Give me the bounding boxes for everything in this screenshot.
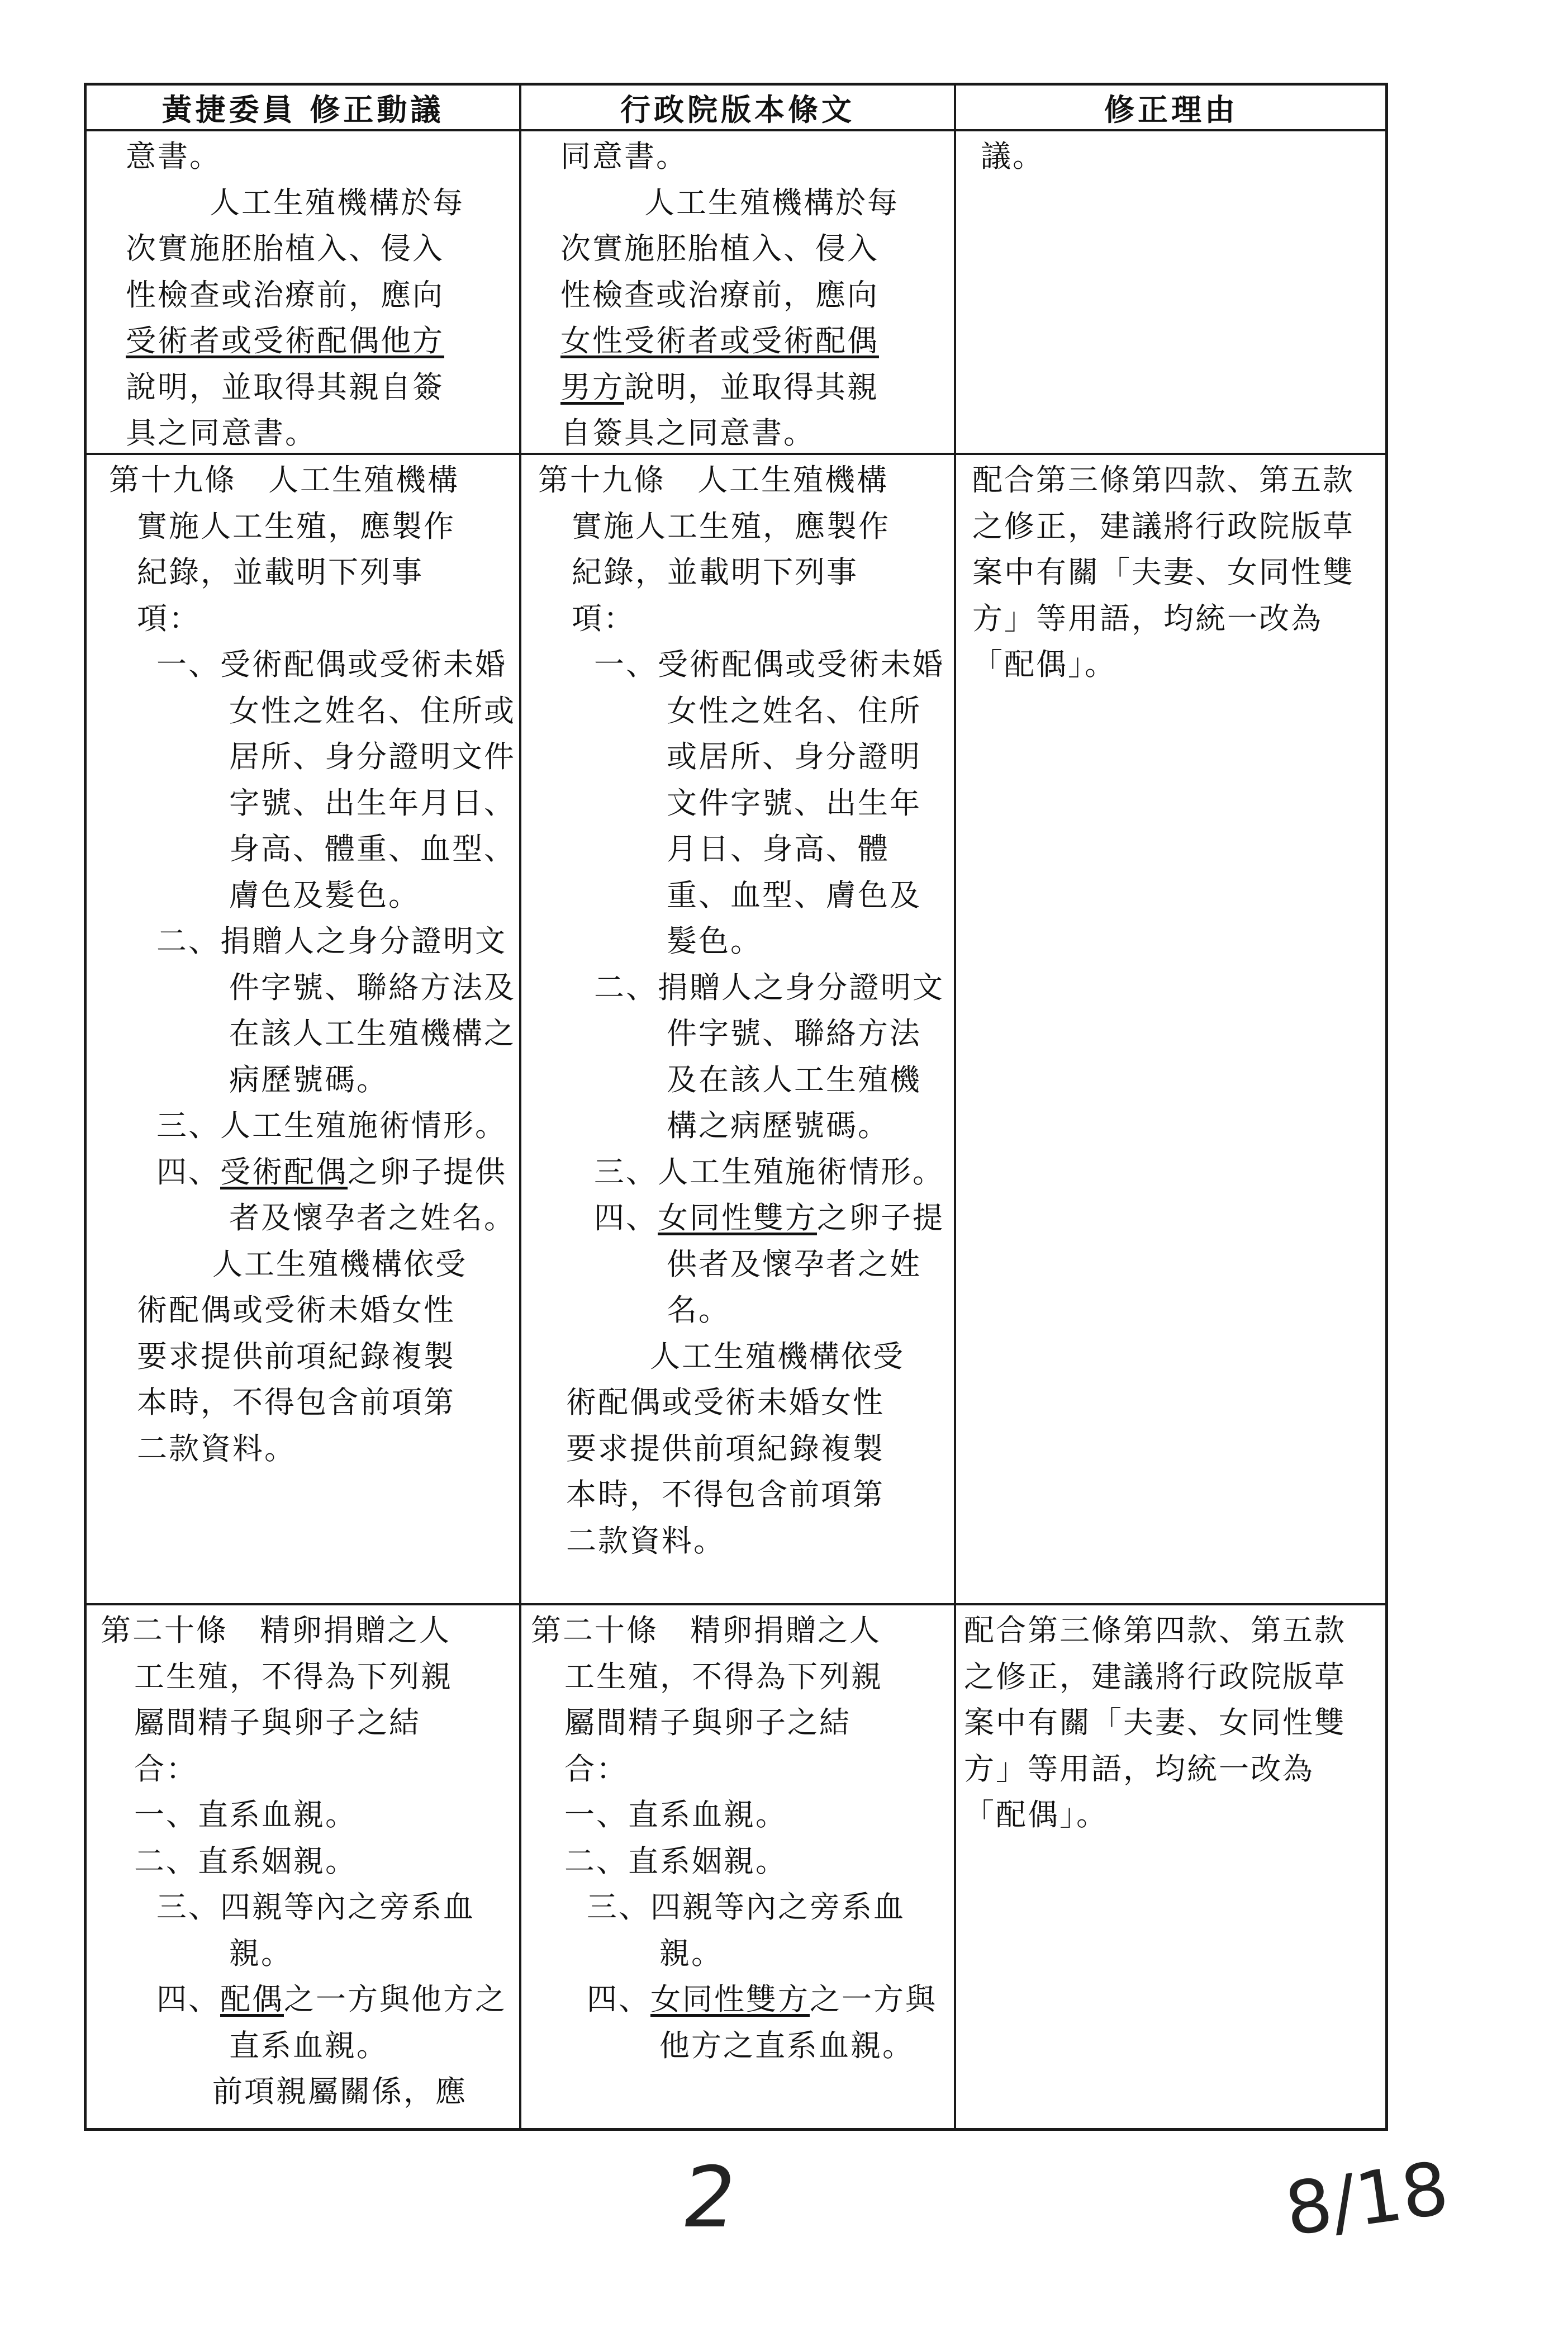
text-line: 人工生殖機構於每: [210, 184, 464, 220]
article-heading: 第十九條 人工生殖機構: [109, 462, 459, 497]
article-heading: 第十九條 人工生殖機構: [538, 462, 888, 497]
text-line: 實施人工生殖，應製作: [137, 508, 455, 544]
row2-executive-cell: [538, 457, 952, 1564]
text-line: 性檢查或治療前，應向: [126, 277, 444, 312]
list-item: 一、受術配偶或受術未婚女性之姓名、住所或居所、身分證明文件字號、出生年月日、身高、體重、血型、膚色及髮色。: [594, 647, 944, 959]
amendment-reason: 配合第三條第四款、第五款之修正，建議將行政院版草案中有關「夫妻、女同性雙方」等用語，均統一改為「配偶」。: [964, 1613, 1346, 1832]
original-text: 女同性雙方: [658, 1200, 817, 1235]
text-line: 本時，不得包含前項第: [566, 1477, 885, 1512]
text-line: 意書。: [126, 139, 221, 174]
text-line: 項：: [137, 600, 201, 636]
row1-executive-cell: [560, 134, 952, 457]
amended-text: 配偶: [220, 1982, 284, 2017]
text-line: 二款資料。: [137, 1430, 296, 1466]
text-line: 術配偶或受術未婚女性: [137, 1292, 455, 1328]
text-line: 合：: [564, 1751, 628, 1786]
row3-executive-cell: [531, 1608, 953, 2069]
list-item: 一、直系血親。: [134, 1797, 357, 1832]
list-item: 一、受術配偶或受術未婚女性之姓名、住所或居所、身分證明文件字號、出生年月日、身高、體重、血型、膚色及髮色。: [156, 647, 516, 913]
handwritten-page-mark: 8/18: [1280, 2145, 1453, 2253]
header-motion: 黃捷委員 修正動議: [161, 91, 444, 127]
text-line: 說明，並取得其親自簽: [126, 369, 444, 405]
text-line: 同意書。: [560, 139, 688, 174]
text-line: 合：: [134, 1751, 198, 1786]
text-line: 術配偶或受術未婚女性: [566, 1385, 885, 1420]
article-heading: 第二十條 精卵捐贈之人: [531, 1613, 881, 1648]
row3-motion-cell: [101, 1608, 517, 2115]
column-divider: [954, 86, 956, 2128]
text-line: 要求提供前項紀錄複製: [566, 1430, 885, 1466]
list-item: 四、女同性雙方之一方與他方之直系血親。: [587, 1982, 937, 2063]
text-line: 二款資料。: [566, 1523, 725, 1558]
row3-reason-cell: [964, 1608, 1375, 1838]
column-divider: [519, 86, 521, 2128]
text-line: 實施人工生殖，應製作: [572, 508, 890, 544]
amended-text: 受術者或受術配偶他方: [126, 323, 444, 358]
text-line: 具之同意書。: [126, 415, 317, 451]
text-line: 要求提供前項紀錄複製: [137, 1338, 455, 1374]
text-line: 前項親屬關係，應: [212, 2074, 467, 2109]
list-item: 三、人工生殖施術情形。: [156, 1108, 507, 1143]
list-item: 二、捐贈人之身分證明文件字號、聯絡方法及在該人工生殖機構之病歷號碼。: [594, 969, 944, 1143]
text-line: 人工生殖機構依受: [650, 1338, 905, 1374]
row1-reason-cell: [981, 134, 1372, 180]
list-item: 二、捐贈人之身分證明文件字號、聯絡方法及在該人工生殖機構之病歷號碼。: [156, 923, 516, 1097]
amended-text: 受術配偶: [220, 1154, 348, 1189]
text-line: 次實施胚胎植入、侵入: [560, 231, 879, 266]
text-line: 人工生殖機構依受: [212, 1246, 467, 1282]
list-item: 三、四親等內之旁系血親。: [587, 1889, 905, 1971]
text-line: 工生殖，不得為下列親: [134, 1658, 453, 1694]
list-item: 四、配偶之一方與他方之直系血親。: [156, 1982, 507, 2063]
article-heading: 第二十條 精卵捐贈之人: [101, 1613, 451, 1648]
amendment-reason: 配合第三條第四款、第五款之修正，建議將行政院版草案中有關「夫妻、女同性雙方」等用語，均統一改為「配偶」。: [972, 462, 1355, 682]
text-line: 紀錄，並載明下列事: [137, 555, 424, 590]
text-line: 本時，不得包含前項第: [137, 1385, 455, 1420]
original-text: 男方: [560, 369, 624, 405]
table-header-row: [87, 86, 1385, 131]
list-item: 三、四親等內之旁系血親。: [156, 1889, 475, 1971]
row-divider: [87, 1603, 1385, 1605]
original-text: 女性受術者或受術配偶: [560, 323, 879, 358]
text-line: 屬間精子與卵子之結: [134, 1705, 421, 1740]
row2-motion-cell: [109, 457, 517, 1472]
original-text: 女同性雙方: [650, 1982, 810, 2017]
text-line: 次實施胚胎植入、侵入: [126, 231, 444, 266]
list-item: 四、女同性雙方之卵子提供者及懷孕者之姓名。: [594, 1200, 944, 1328]
text-line: 人工生殖機構於每: [644, 184, 899, 220]
text-line: 議。: [981, 139, 1044, 174]
list-item: 二、直系姻親。: [564, 1843, 787, 1879]
comparison-table: [84, 83, 1388, 2131]
list-item: 一、直系血親。: [564, 1797, 787, 1832]
row2-reason-cell: [972, 457, 1375, 688]
header-executive-version: 行政院版本條文: [620, 91, 855, 127]
text-line: 屬間精子與卵子之結: [564, 1705, 851, 1740]
list-item: 四、受術配偶之卵子提供者及懷孕者之姓名。: [156, 1154, 516, 1235]
text-line: 說明，並取得其親: [624, 369, 879, 405]
header-reason: 修正理由: [1104, 91, 1238, 127]
text-line: 性檢查或治療前，應向: [560, 277, 879, 312]
list-item: 三、人工生殖施術情形。: [594, 1154, 944, 1189]
text-line: 紀錄，並載明下列事: [572, 555, 858, 590]
text-line: 工生殖，不得為下列親: [564, 1658, 883, 1694]
page-number: 2: [676, 2149, 743, 2247]
text-line: 項：: [572, 600, 635, 636]
list-item: 二、直系姻親。: [134, 1843, 357, 1879]
row1-motion-cell: [126, 134, 517, 457]
text-line: 自簽具之同意書。: [560, 415, 815, 451]
